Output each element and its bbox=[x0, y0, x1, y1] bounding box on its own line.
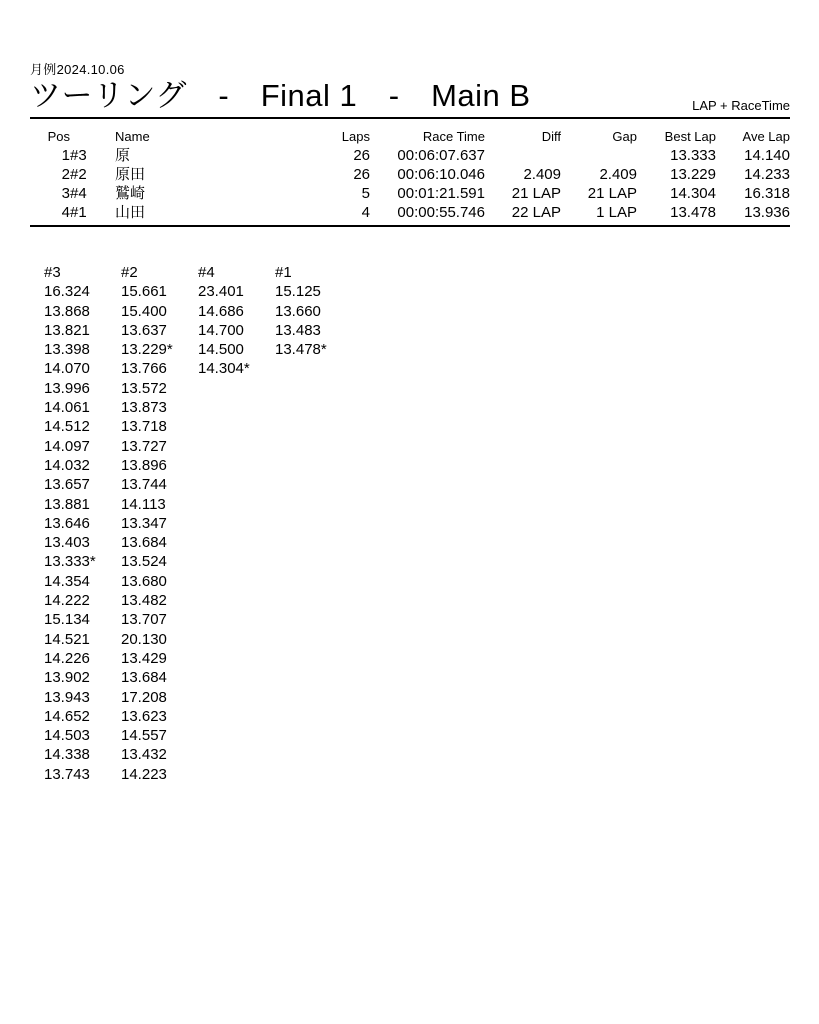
cell-diff: 2.409 bbox=[523, 166, 561, 183]
cell-car-number: #2 bbox=[70, 166, 87, 183]
lap-time: 17.208 bbox=[121, 688, 167, 706]
lap-time: 14.226 bbox=[44, 649, 90, 667]
cell-gap: 21 LAP bbox=[587, 185, 637, 202]
lap-time: 13.943 bbox=[44, 688, 90, 706]
cell-driver-name: 原 bbox=[115, 147, 131, 164]
lap-column-car-number: #1 bbox=[275, 264, 292, 281]
cell-laps: 5 bbox=[361, 185, 370, 202]
lap-time: 16.324 bbox=[44, 283, 90, 301]
cell-ave-lap: 16.318 bbox=[744, 185, 790, 202]
column-header-diff: Diff bbox=[541, 129, 561, 144]
lap-time: 13.482 bbox=[121, 592, 167, 610]
lap-time: 13.572 bbox=[121, 379, 167, 397]
lap-time: 13.881 bbox=[44, 495, 90, 513]
lap-time: 14.061 bbox=[44, 399, 90, 417]
cell-ave-lap: 13.936 bbox=[744, 204, 790, 221]
lap-time: 13.660 bbox=[275, 302, 321, 320]
lap-time: 13.524 bbox=[121, 553, 167, 571]
lap-time: 13.766 bbox=[121, 360, 167, 378]
results-header-row bbox=[30, 129, 790, 146]
lap-time-column bbox=[121, 263, 198, 784]
lap-time: 13.821 bbox=[44, 321, 90, 339]
column-header-laps: Laps bbox=[341, 129, 370, 144]
lap-time: 15.661 bbox=[121, 283, 167, 301]
lap-column-car-number: #2 bbox=[121, 264, 138, 281]
timing-mode-label: LAP + RaceTime bbox=[692, 98, 790, 113]
result-row bbox=[30, 184, 790, 203]
lap-time: 14.222 bbox=[44, 592, 90, 610]
cell-ave-lap: 14.140 bbox=[744, 147, 790, 164]
cell-pos: 2 bbox=[61, 166, 70, 183]
cell-gap: 1 LAP bbox=[596, 204, 637, 221]
lap-time: 14.097 bbox=[44, 437, 90, 455]
page-title: ツーリング - Final 1 - Main B bbox=[30, 78, 531, 113]
lap-time: 15.125 bbox=[275, 283, 321, 301]
result-row bbox=[30, 165, 790, 184]
lap-time: 13.637 bbox=[121, 321, 167, 339]
cell-laps: 26 bbox=[353, 147, 370, 164]
cell-diff bbox=[485, 146, 561, 165]
lap-time: 13.347 bbox=[121, 514, 167, 532]
column-header-best-lap: Best Lap bbox=[664, 129, 716, 144]
lap-time: 14.700 bbox=[198, 321, 244, 339]
lap-time: 13.229* bbox=[121, 341, 173, 359]
lap-time: 13.403 bbox=[44, 534, 90, 552]
lap-column-car-number: #4 bbox=[198, 264, 215, 281]
lap-time-column bbox=[275, 263, 352, 784]
lap-times-section bbox=[44, 263, 790, 784]
title-row bbox=[30, 78, 790, 119]
lap-time: 14.503 bbox=[44, 727, 90, 745]
lap-time: 13.429 bbox=[121, 649, 167, 667]
lap-time: 13.868 bbox=[44, 302, 90, 320]
cell-car-number: #4 bbox=[70, 185, 87, 202]
cell-best-lap: 13.333 bbox=[670, 147, 716, 164]
lap-time: 15.400 bbox=[121, 302, 167, 320]
lap-time: 13.896 bbox=[121, 456, 167, 474]
lap-time: 13.478* bbox=[275, 341, 327, 359]
lap-time: 15.134 bbox=[44, 611, 90, 629]
lap-time: 14.354 bbox=[44, 572, 90, 590]
lap-time: 13.718 bbox=[121, 418, 167, 436]
cell-pos: 1 bbox=[61, 147, 70, 164]
lap-time: 14.521 bbox=[44, 630, 90, 648]
result-row bbox=[30, 146, 790, 165]
result-row bbox=[30, 203, 790, 226]
column-header-name: Name bbox=[115, 129, 150, 144]
cell-gap bbox=[561, 146, 637, 165]
cell-driver-name: 原田 bbox=[115, 166, 146, 183]
lap-time: 14.223 bbox=[121, 765, 167, 783]
cell-ave-lap: 14.233 bbox=[744, 166, 790, 183]
lap-time: 14.032 bbox=[44, 456, 90, 474]
column-header-spacer bbox=[70, 129, 115, 146]
lap-time: 13.432 bbox=[121, 746, 167, 764]
lap-time: 14.557 bbox=[121, 727, 167, 745]
lap-time: 14.338 bbox=[44, 746, 90, 764]
lap-time: 14.304* bbox=[198, 360, 250, 378]
lap-time: 13.902 bbox=[44, 669, 90, 687]
lap-time: 14.686 bbox=[198, 302, 244, 320]
cell-race-time: 00:00:55.746 bbox=[397, 204, 485, 221]
lap-time: 13.623 bbox=[121, 707, 167, 725]
lap-time: 14.070 bbox=[44, 360, 90, 378]
cell-pos: 4 bbox=[61, 204, 70, 221]
lap-time: 13.727 bbox=[121, 437, 167, 455]
event-date: 月例2024.10.06 bbox=[30, 62, 125, 77]
lap-time: 13.684 bbox=[121, 534, 167, 552]
lap-time-column bbox=[44, 263, 121, 784]
cell-race-time: 00:06:10.046 bbox=[397, 166, 485, 183]
cell-car-number: #3 bbox=[70, 147, 87, 164]
lap-time: 13.743 bbox=[44, 765, 90, 783]
lap-time: 13.657 bbox=[44, 476, 90, 494]
lap-time: 13.707 bbox=[121, 611, 167, 629]
cell-diff: 21 LAP bbox=[511, 185, 561, 202]
lap-time: 13.646 bbox=[44, 514, 90, 532]
lap-time: 14.652 bbox=[44, 707, 90, 725]
cell-race-time: 00:01:21.591 bbox=[397, 185, 485, 202]
column-header-gap: Gap bbox=[612, 129, 637, 144]
cell-race-time: 00:06:07.637 bbox=[397, 147, 485, 164]
lap-time: 13.333* bbox=[44, 553, 96, 571]
cell-diff: 22 LAP bbox=[511, 204, 561, 221]
cell-driver-name: 鷲崎 bbox=[115, 185, 146, 202]
cell-best-lap: 13.478 bbox=[670, 204, 716, 221]
lap-time: 13.680 bbox=[121, 572, 167, 590]
column-header-pos: Pos bbox=[47, 129, 70, 144]
lap-time: 13.744 bbox=[121, 476, 167, 494]
lap-time: 13.483 bbox=[275, 321, 321, 339]
lap-time: 13.684 bbox=[121, 669, 167, 687]
lap-column-car-number: #3 bbox=[44, 264, 61, 281]
lap-time-column bbox=[198, 263, 275, 784]
lap-time: 13.398 bbox=[44, 341, 90, 359]
lap-time: 23.401 bbox=[198, 283, 244, 301]
cell-gap: 2.409 bbox=[599, 166, 637, 183]
cell-best-lap: 13.229 bbox=[670, 166, 716, 183]
lap-time: 14.512 bbox=[44, 418, 90, 436]
results-body bbox=[30, 146, 790, 226]
cell-driver-name: 山田 bbox=[115, 204, 146, 221]
lap-time: 13.873 bbox=[121, 399, 167, 417]
lap-time: 13.996 bbox=[44, 379, 90, 397]
column-header-ave-lap: Ave Lap bbox=[742, 129, 790, 144]
column-header-race-time: Race Time bbox=[422, 129, 485, 144]
lap-time: 14.500 bbox=[198, 341, 244, 359]
cell-car-number: #1 bbox=[70, 204, 87, 221]
results-table bbox=[30, 129, 790, 227]
cell-laps: 4 bbox=[361, 204, 370, 221]
cell-laps: 26 bbox=[353, 166, 370, 183]
lap-time: 20.130 bbox=[121, 630, 167, 648]
lap-time: 14.113 bbox=[121, 495, 166, 513]
cell-pos: 3 bbox=[61, 185, 70, 202]
cell-best-lap: 14.304 bbox=[670, 185, 716, 202]
